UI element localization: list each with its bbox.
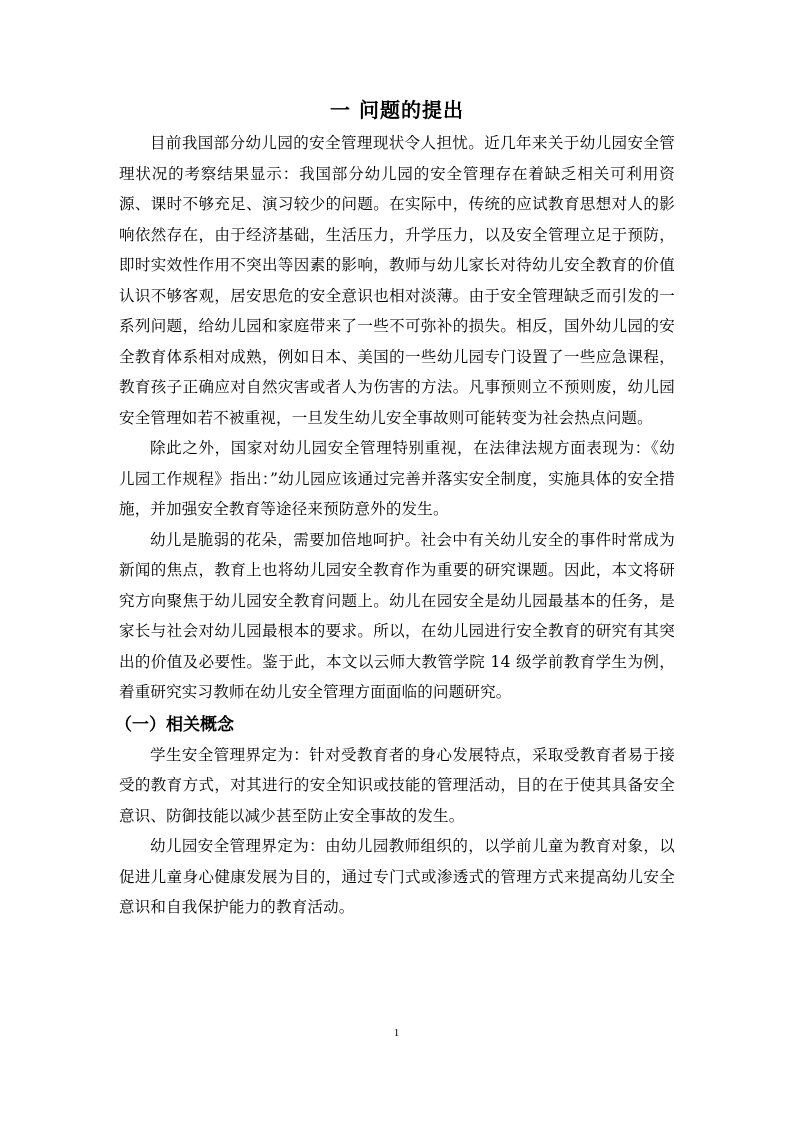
page-content [115, 96, 675, 923]
paragraph-intro-3: 幼儿是脆弱的花朵，需要加倍地呵护。社会中有关幼儿安全的事件时常成为新闻的焦点，教育上也将幼儿园安全教育作为重要的研究课题。因此，本文将研究方向聚焦于幼儿园安全教育问题上。幼儿在园安全是幼儿园最基本的任务，是家长与社会对幼儿园最根本的要求。所以，在幼儿园进行安全教育的研究有其突出的价值及必要性。鉴于此，本文以云师大教管学院 14 级学前教育学生为例，着重研究实习教师在幼儿安全管理方面面临的问题研究。 [119, 530, 675, 701]
section-heading: （一）相关概念 [115, 714, 234, 735]
paragraph-intro-1: 目前我国部分幼儿园的安全管理现状令人担忧。近几年来关于幼儿园安全管理状况的考察结果显示：我国部分幼儿园的安全管理存在着缺乏相关可利用资源、课时不够充足、演习较少的问题。在实际中，传统的应试教育思想对人的影响依然存在，由于经济基础，生活压力，升学压力，以及安全管理立足于预防，即时实效性作用不突出等因素的影响，教师与幼儿家长对待幼儿安全教育的价值认识不够客观，居安思危的安全意识也相对淡薄。由于安全管理缺乏而引发的一系列问题，给幼儿园和家庭带来了一些不可弥补的损失。相反，国外幼儿园的安全教育体系相对成熟，例如日本、美国的一些幼儿园专门设置了一些应急课程，教育孩子正确应对自然灾害或者人为伤害的方法。凡事预则立不预则废，幼儿园安全管理如若不被重视，一旦发生幼儿安全事故则可能转变为社会热点问题。 [119, 134, 675, 427]
paragraph-intro-2: 除此之外，国家对幼儿园安全管理特别重视，在法律法规方面表现为：《幼儿园工作规程》指出：”幼儿园应该通过完善并落实安全制度，实施具体的安全措施，并加强安全教育等途径来预防意外的发生。 [119, 439, 675, 518]
page-title: 一 问题的提出 [330, 98, 464, 122]
paragraph-section-1: 学生安全管理界定为：针对受教育者的身心发展特点，采取受教育者易于接受的教育方式，对其进行的安全知识或技能的管理活动，目的在于使其具备安全意识、防御技能以减少甚至防止安全事故的发生。 [119, 745, 675, 825]
page-number: 1 [393, 1027, 400, 1039]
paragraph-section-2: 幼儿园安全管理界定为：由幼儿园教师组织的，以学前儿童为教育对象，以促进儿童身心健康发展为目的，通过专门式或渗透式的管理方式来提高幼儿安全意识和自我保护能力的教育活动。 [119, 837, 675, 916]
